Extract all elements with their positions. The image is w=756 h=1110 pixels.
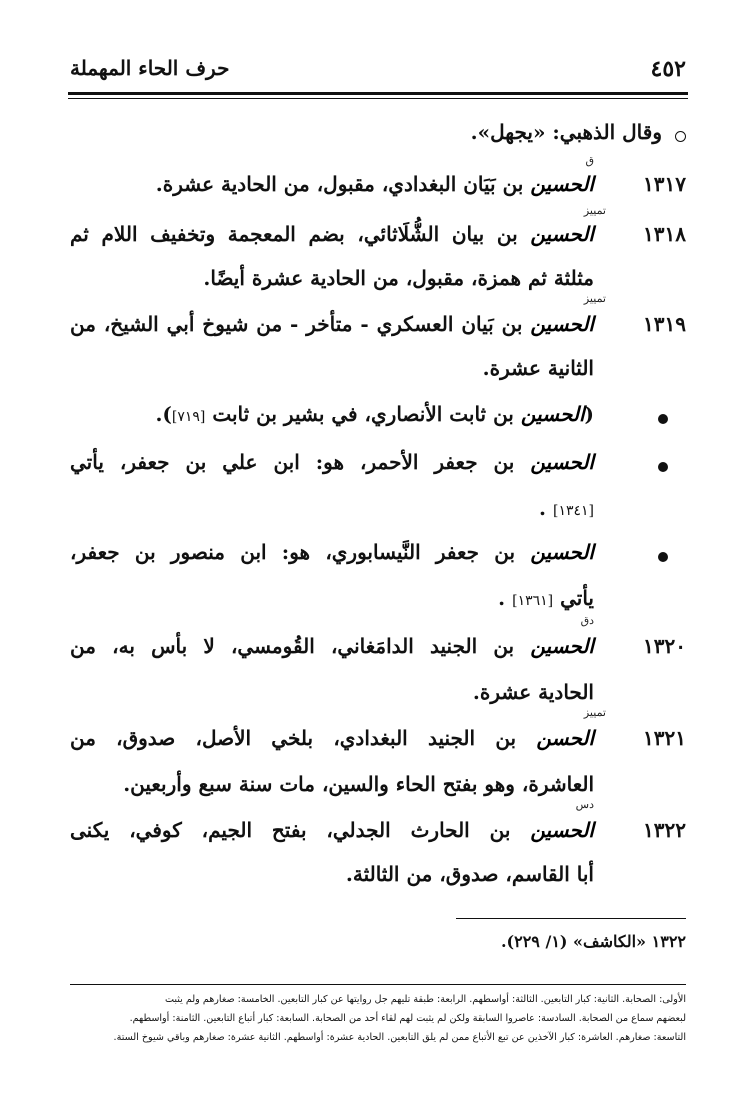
entry-text bbox=[70, 634, 594, 658]
entry-siglum: تمييز bbox=[583, 292, 606, 305]
entry-line: مثلثة ثم همزة، مقبول، من الحادية عشرة أيضًا. bbox=[203, 266, 594, 290]
generations-legend bbox=[70, 990, 686, 1047]
entry-number: ١٣١٩ bbox=[643, 312, 686, 336]
entry-line: بن بَيان العسكري - متأخر - من شيوخ أبي الشيخ، من bbox=[70, 312, 523, 336]
ref-number: [٧١٩] bbox=[171, 409, 206, 425]
open-paren: ( bbox=[584, 402, 594, 426]
entry-text bbox=[70, 726, 594, 750]
cross-ref-text bbox=[70, 402, 594, 426]
entry-name: الحسين bbox=[520, 402, 585, 426]
entry-line: بن الجنيد البغدادي، بلخي الأصل، صدوق، من bbox=[70, 726, 517, 750]
cross-ref-line: بن جعفر النَّيسابوري، هو: ابن منصور بن جعفر، bbox=[70, 540, 516, 564]
entry-line: الحادية عشرة. bbox=[472, 680, 594, 704]
cross-ref-text bbox=[70, 450, 594, 474]
entry-name: الحسن bbox=[536, 726, 595, 750]
legend-line: لبعضهم سماع من الصحابة. السادسة: عاصروا السابقة ولكن لم يثبت لهم لقاء أحد من الصحابة. السابعة: كبار أتباع التابعين. الثامنة: أواسطهم. bbox=[129, 1013, 686, 1024]
entry-siglum: تمييز bbox=[583, 204, 606, 217]
footnote-text: «الكاشف» (١/ ٢٢٩). bbox=[500, 932, 647, 951]
entry-line: بن بيان الشُّلَاثائي، بضم المعجمة وتخفيف اللام ثم bbox=[70, 222, 518, 246]
entry-text bbox=[70, 172, 594, 196]
legend-rule bbox=[70, 984, 686, 985]
entry-number: ١٣٢١ bbox=[643, 726, 686, 750]
entry-name: الحسين bbox=[530, 222, 594, 246]
note-line: وقال الذهبي: «يجهل». bbox=[470, 120, 662, 144]
header-rule-thick bbox=[68, 92, 688, 95]
circle-marker-icon bbox=[675, 131, 686, 142]
entry-siglum: ق bbox=[585, 154, 594, 167]
page-number: ٤٥٢ bbox=[650, 56, 686, 82]
footnote-number: ١٣٢٢ bbox=[651, 932, 686, 951]
footnote-rule bbox=[456, 918, 686, 919]
page-header bbox=[68, 56, 688, 90]
entry-number: ١٣٢٢ bbox=[643, 818, 686, 842]
entry-number: ١٣٢٠ bbox=[643, 634, 686, 658]
entry-siglum: تمييز bbox=[583, 706, 606, 719]
cross-ref-text bbox=[70, 496, 594, 520]
legend-line: الأولى: الصحابة. الثانية: كبار التابعين. الثالثة: أواسطهم. الرابعة: طبقة تليهم جل روايتها عن كبار التابعين. الخامسة: صغارهم ولم يثبت bbox=[164, 994, 686, 1005]
cross-ref-line: يأتي bbox=[560, 586, 594, 610]
entry-line: بن الحارث الجدلي، بفتح الجيم، كوفي، يكنى bbox=[70, 818, 511, 842]
entry-name: الحسين bbox=[530, 312, 594, 336]
running-title: حرف الحاء المهملة bbox=[70, 56, 230, 80]
cross-ref-line: بن جعفر الأحمر، هو: ابن علي بن جعفر، يأتي bbox=[70, 450, 515, 474]
entry-line: العاشرة، وهو بفتح الحاء والسين، مات سنة سبع وأربعين. bbox=[123, 772, 594, 796]
period: . bbox=[539, 496, 547, 520]
entry-name: الحسين bbox=[530, 540, 594, 564]
entry-siglum: دق bbox=[580, 614, 594, 627]
entry-line: بن الجنيد الدامَغاني، القُومسي، لا بأس به، من bbox=[70, 634, 515, 658]
header-rule-thin bbox=[68, 98, 688, 99]
bullet-icon bbox=[658, 414, 668, 424]
entry-name: الحسين bbox=[530, 818, 594, 842]
entry-number: ١٣١٨ bbox=[643, 222, 686, 246]
entry-name: الحسين bbox=[530, 172, 594, 196]
entry-line: أبا القاسم، صدوق، من الثالثة. bbox=[345, 862, 594, 886]
bullet-icon bbox=[658, 552, 668, 562]
entry-line: بن بَيَان البغدادي، مقبول، من الحادية عشرة. bbox=[155, 172, 524, 196]
footnote bbox=[70, 932, 686, 951]
ref-number: [١٣٤١] bbox=[552, 503, 594, 519]
close-paren: ). bbox=[155, 402, 172, 426]
ref-number: [١٣٦١] bbox=[512, 593, 554, 609]
entry-number: ١٣١٧ bbox=[643, 172, 686, 196]
entry-name: الحسين bbox=[530, 450, 594, 474]
cross-ref-line: بن ثابت الأنصاري، في بشير بن ثابت bbox=[212, 402, 514, 426]
cross-ref-text bbox=[70, 540, 594, 564]
cross-ref-text bbox=[70, 586, 594, 610]
entry-line: الثانية عشرة. bbox=[482, 356, 594, 380]
legend-line: التاسعة: صغارهم. العاشرة: كبار الآخذين عن تبع الأتباع ممن لم يلق التابعين. الحادية عشرة: أواسطهم. الثانية عشرة: صغارهم وباقي شيوخ الستة. bbox=[113, 1032, 686, 1043]
entry-siglum: دس bbox=[575, 798, 594, 811]
entry-text bbox=[70, 222, 594, 246]
bullet-icon bbox=[658, 462, 668, 472]
period: . bbox=[498, 586, 506, 610]
entry-text bbox=[70, 312, 594, 336]
entry-name: الحسين bbox=[530, 634, 594, 658]
entry-text bbox=[70, 818, 594, 842]
